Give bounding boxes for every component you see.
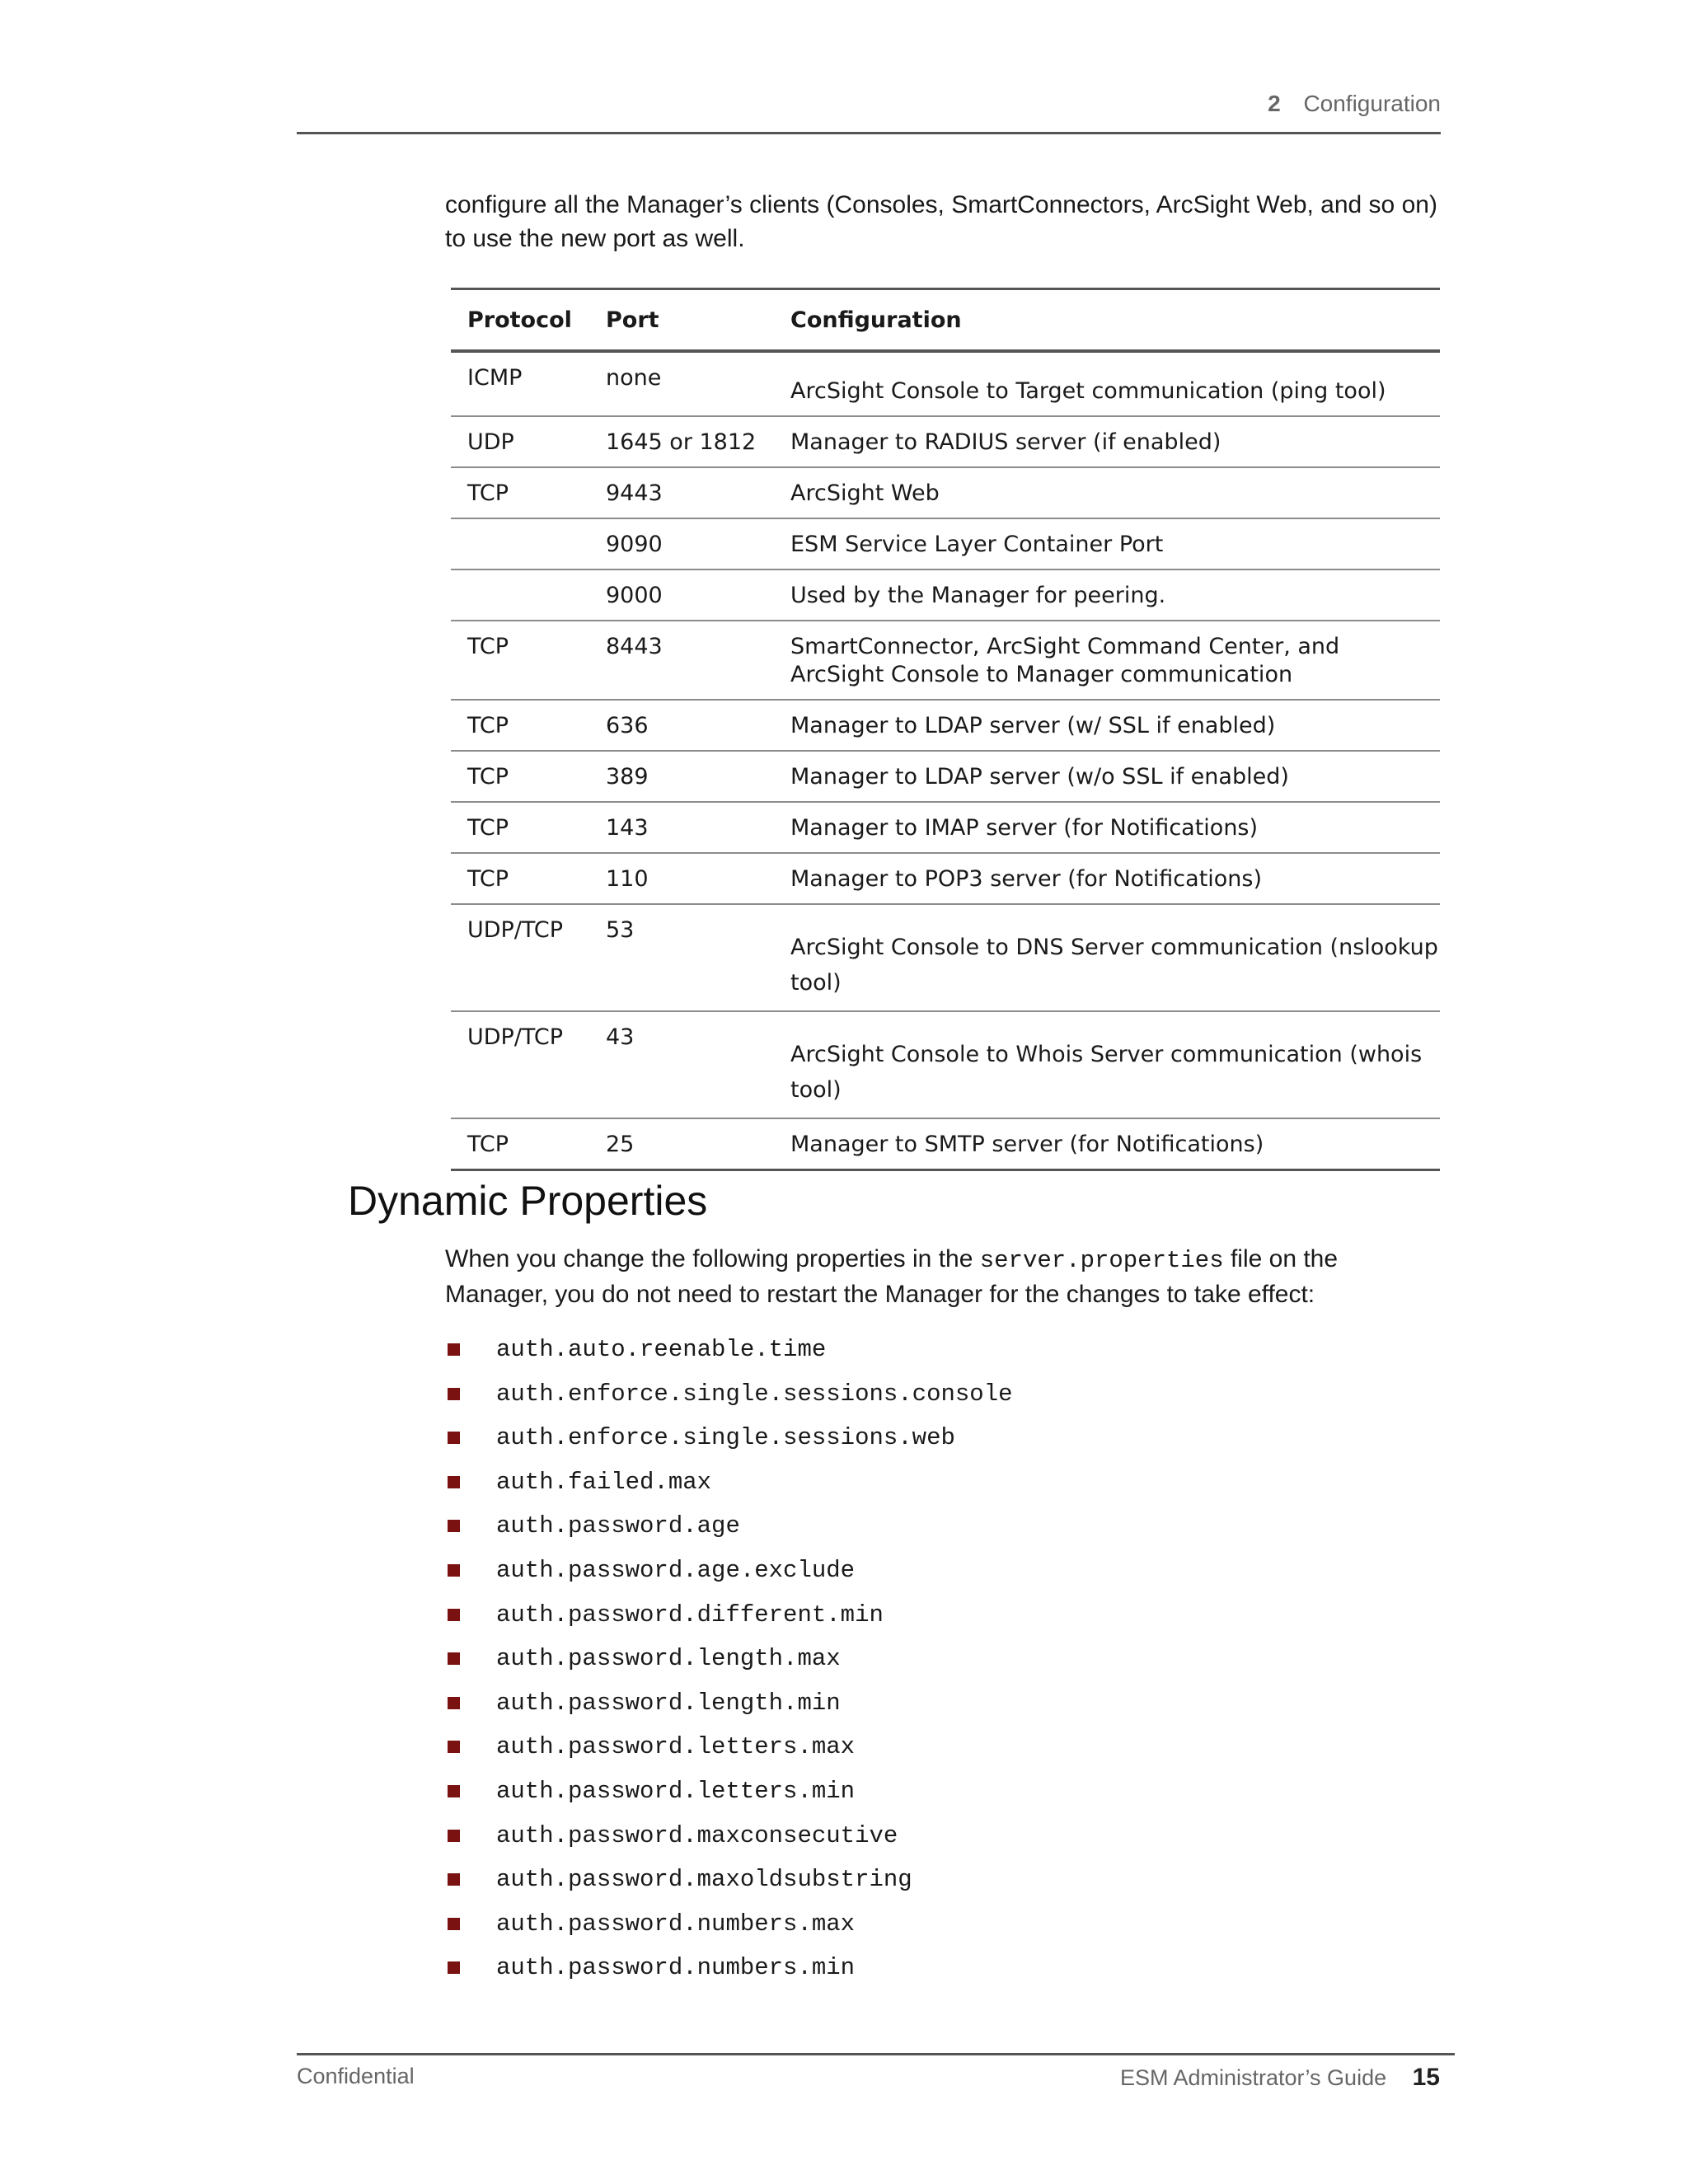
intro-paragraph: configure all the Manager’s clients (Consoles, SmartConnectors, ArcSight Web, and so on) to use the new port as well. <box>445 191 1437 252</box>
property-name: auth.enforce.single.sessions.console <box>496 1380 1013 1408</box>
protocol-cell: TCP <box>451 700 589 751</box>
list-item <box>445 1466 1013 1511</box>
column-header-configuration: Configuration <box>774 289 1440 352</box>
property-name: auth.password.age.exclude <box>496 1556 856 1584</box>
column-header-protocol: Protocol <box>451 289 589 352</box>
list-item <box>445 1687 1013 1732</box>
configuration-cell: Manager to SMTP server (for Notifications) <box>790 1132 1264 1157</box>
protocol-cell: TCP <box>451 467 589 518</box>
square-bullet-icon <box>448 1697 460 1709</box>
list-item <box>445 1820 1013 1864</box>
intro-text-before: When you change the following properties in the <box>445 1245 980 1272</box>
page-footer <box>297 2053 1455 2091</box>
property-name: auth.password.numbers.max <box>496 1910 856 1938</box>
property-name: auth.password.letters.min <box>496 1777 856 1805</box>
protocol-cell: TCP <box>451 853 589 904</box>
property-name: auth.password.maxoldsubstring <box>496 1866 912 1894</box>
square-bullet-icon <box>448 1961 460 1974</box>
section-intro-paragraph <box>445 1242 1442 1311</box>
square-bullet-icon <box>448 1609 460 1621</box>
list-item <box>445 1643 1013 1687</box>
list-item <box>445 1599 1013 1643</box>
list-item <box>445 1952 1013 1996</box>
inline-code-filename: server.properties <box>979 1247 1224 1274</box>
port-cell: 389 <box>589 751 774 802</box>
property-name: auth.password.letters.max <box>496 1733 856 1761</box>
configuration-cell: Manager to RADIUS server (if enabled) <box>774 416 1440 467</box>
port-cell: 9090 <box>589 518 774 569</box>
configuration-cell: ArcSight Console to Whois Server communication (whois tool) <box>774 1011 1440 1118</box>
property-name: auth.password.maxconsecutive <box>496 1821 898 1849</box>
table-row <box>451 351 1440 416</box>
guide-title: ESM Administrator’s Guide <box>1119 2065 1387 2090</box>
list-item <box>445 1422 1013 1466</box>
configuration-cell: Manager to POP3 server (for Notifications) <box>774 853 1440 904</box>
property-name: auth.password.length.max <box>496 1645 841 1673</box>
protocol-cell: UDP/TCP <box>451 1011 589 1118</box>
square-bullet-icon <box>448 1918 460 1930</box>
configuration-cell: Manager to LDAP server (w/ SSL if enabled) <box>774 700 1440 751</box>
configuration-cell: SmartConnector, ArcSight Command Center, and ArcSight Console to Manager communication <box>774 621 1440 700</box>
list-item <box>445 1333 1013 1378</box>
intro-text-after: file on the Manager, you do not need to restart the Manager for the changes to take effect: <box>445 1245 1339 1308</box>
square-bullet-icon <box>448 1388 460 1400</box>
property-list <box>445 1333 1013 1996</box>
configuration-cell: ESM Service Layer Container Port <box>774 518 1440 569</box>
protocol-cell: TCP <box>451 751 589 802</box>
port-cell: 25 <box>606 1132 635 1157</box>
configuration-cell: Manager to IMAP server (for Notifications) <box>774 802 1440 853</box>
property-name: auth.password.numbers.min <box>496 1954 856 1982</box>
list-item <box>445 1863 1013 1908</box>
port-cell: 8443 <box>589 621 774 700</box>
square-bullet-icon <box>448 1432 460 1444</box>
chapter-title: Configuration <box>1303 91 1441 116</box>
table-row <box>451 1011 1440 1118</box>
property-name: auth.failed.max <box>496 1468 712 1496</box>
table-row <box>451 751 1440 802</box>
table-row <box>451 1118 1440 1170</box>
ports-table <box>451 288 1440 1171</box>
confidential-label: Confidential <box>297 2064 415 2088</box>
configuration-cell: ArcSight Console to DNS Server communication (nslookup tool) <box>774 904 1440 1011</box>
port-cell: 143 <box>589 802 774 853</box>
property-name: auth.auto.reenable.time <box>496 1336 827 1363</box>
list-item <box>445 1554 1013 1599</box>
property-name: auth.password.different.min <box>496 1601 884 1629</box>
property-name: auth.enforce.single.sessions.web <box>496 1424 955 1452</box>
square-bullet-icon <box>448 1741 460 1753</box>
protocol-cell: TCP <box>467 1132 509 1157</box>
port-cell: none <box>589 351 774 416</box>
table-row <box>451 904 1440 1011</box>
square-bullet-icon <box>448 1343 460 1356</box>
table-row <box>451 802 1440 853</box>
square-bullet-icon <box>448 1520 460 1532</box>
table-header-row <box>451 289 1440 352</box>
table-row <box>451 569 1440 621</box>
protocol-cell: TCP <box>451 621 589 700</box>
port-cell: 43 <box>589 1011 774 1118</box>
section-heading: Dynamic Properties <box>348 1178 708 1224</box>
footer-guide-info <box>1120 2064 1440 2092</box>
protocol-cell: UDP <box>451 416 589 467</box>
running-header <box>1268 91 1441 117</box>
table-row <box>451 853 1440 904</box>
page-number: 15 <box>1412 2064 1440 2091</box>
list-item <box>445 1731 1013 1775</box>
table-row <box>451 700 1440 751</box>
port-cell: 110 <box>589 853 774 904</box>
square-bullet-icon <box>448 1873 460 1886</box>
table-row <box>451 467 1440 518</box>
configuration-cell: Manager to LDAP server (w/o SSL if enabled) <box>774 751 1440 802</box>
property-name: auth.password.length.min <box>496 1689 841 1717</box>
configuration-cell: Used by the Manager for peering. <box>774 569 1440 621</box>
port-cell: 53 <box>589 904 774 1011</box>
table-row <box>451 621 1440 700</box>
chapter-number: 2 <box>1268 91 1281 116</box>
list-item <box>445 1908 1013 1952</box>
table-row <box>451 518 1440 569</box>
protocol-cell <box>451 569 589 621</box>
configuration-cell: ArcSight Console to Target communication (ping tool) <box>774 351 1440 416</box>
square-bullet-icon <box>448 1830 460 1842</box>
protocol-cell: UDP/TCP <box>451 904 589 1011</box>
table-row <box>451 416 1440 467</box>
port-cell: 9443 <box>589 467 774 518</box>
square-bullet-icon <box>448 1476 460 1488</box>
protocol-cell <box>451 518 589 569</box>
configuration-cell: ArcSight Web <box>774 467 1440 518</box>
property-name: auth.password.age <box>496 1512 740 1540</box>
square-bullet-icon <box>448 1785 460 1797</box>
port-cell: 636 <box>589 700 774 751</box>
port-cell: 9000 <box>589 569 774 621</box>
square-bullet-icon <box>448 1652 460 1665</box>
list-item <box>445 1775 1013 1820</box>
column-header-port: Port <box>589 289 774 352</box>
protocol-cell: ICMP <box>451 351 589 416</box>
port-cell: 1645 or 1812 <box>589 416 774 467</box>
protocol-cell: TCP <box>451 802 589 853</box>
page-header <box>297 91 1441 134</box>
list-item <box>445 1510 1013 1554</box>
list-item <box>445 1378 1013 1422</box>
square-bullet-icon <box>448 1564 460 1577</box>
